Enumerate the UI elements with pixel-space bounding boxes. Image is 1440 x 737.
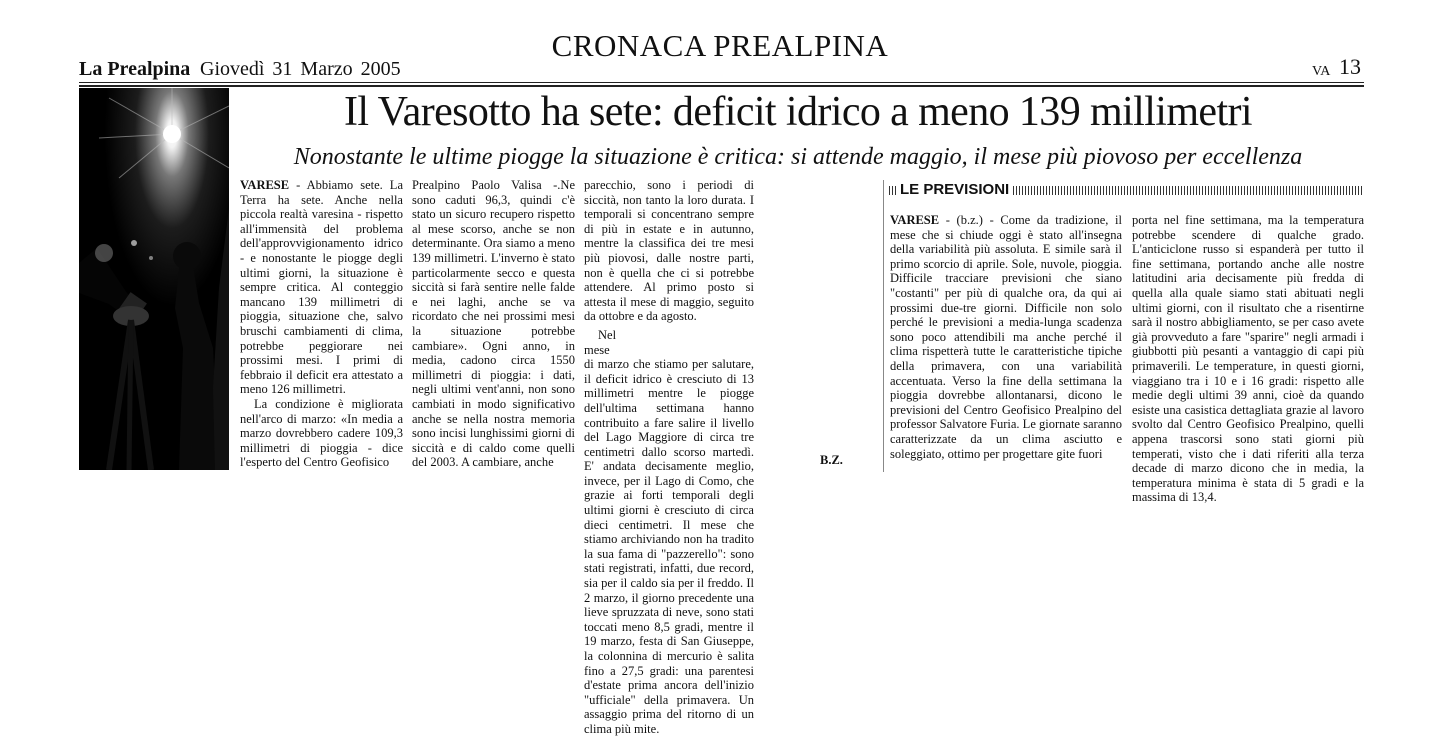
article-subheadline: Nonostante le ultime piogge la situazione è critica: si attende maggio, il mese più piovoso per eccellenza [293, 144, 1303, 170]
telescope-silhouette-photo-icon [79, 88, 229, 470]
paragraph-text: mese [584, 342, 610, 357]
paragraph-continuation [412, 178, 575, 470]
hatch-decoration-right [1013, 186, 1363, 195]
previsioni-column-2 [1132, 213, 1364, 505]
article-paragraph-2 [240, 397, 403, 470]
paragraph-text: Prealpino Paolo Valisa -.Ne sono caduti 96,3, quindi c'è stato un sicuro recupero rispetto al mese scorso, anche se non determinante. Ora siamo a meno 139 millimetri. L'inverno è stato particolarmente secco e questa siccità si farà sentire nelle falde e nei laghi, anche se va ricordato che nei prossimi mesi la situazione potrebbe cambiare». Ogni anno, in media, cadono circa 1550 millimetri di pioggia: i dati, negli ultimi vent'anni, non sono cambiati in modo significativo anche se nella nostra memoria sono incisi lunghissimi giorni di siccità e di caldo come quelli del 2003. A cambiare, anche [412, 178, 575, 470]
masthead [0, 0, 1440, 90]
paragraph-text: Nel [598, 327, 617, 342]
article-kicker: VARESE [240, 178, 290, 192]
paragraph-continuation [584, 178, 754, 324]
previsioni-label: LE PREVISIONI [898, 181, 1013, 199]
previsioni-paragraph [890, 213, 1122, 461]
paragraph-text: di marzo che stiamo per salutare, il deficit idrico è cresciuto di 13 millimetri mentre le piogge dell'ultima settimana hanno contribuito a fare salire il livello del Lago Maggiore di circa tre centimetri dallo scorso martedì. E' andata decisamente meglio, invece, per il Lago di Como, che grazie ai forti temporali degli ultimi giorni è cresciuto di circa dieci centimetri. Il mese che stiamo archiviando non ha tradito la sua fama di "pazzerello": sono stati registrati, infatti, due record, sia per il caldo sia per il freddo. Il 2 marzo, il giorno precedente una lieve spruzzata di neve, sono stati toccati meno 8,5 gradi, mentre il 19 marzo, festa di San Giuseppe, la colonnina di mercurio è salita fino a 27,5 gradi: una parentesi d'estate prima ancora dell'inizio "ufficiale" della primavera. Un assaggio prima del ritorno di un clima più mite. [584, 357, 754, 736]
paragraph-text: porta nel fine settimana, ma la temperatura potrebbe scendere di qualche grado. L'anticiclone russo si espanderà per tutto il fine settimana, portando anche alle nostre latitudini aria decisamente più fredda di quella alla quale siamo stati abituati negli ultimi giorni, con il risultato che a risentirne sarà il nostro abbigliamento, se per caso avete già provveduto a fare "sparire" negli armadi i giubbotti più pesanti a vantaggio di capi più primaverili. Le temperature, in questi giorni, viaggiano tra i 10 e i 16 gradi: rispetto alle medie degli ultimi 39 anni, cioè da quando esiste una casistica dettagliata grazie al lavoro svolto dal Centro Geofisico Prealpino, quelli appena trascorsi sono stati giorni più temperati, visto che i dati riferiti alla terza decade di marzo dicono che in media, la temperatura minima è stata di 5 gradi e la massima di 13,4. [1132, 213, 1364, 505]
paragraph-continuation [584, 343, 754, 358]
page-number: 13 [1339, 54, 1361, 79]
article-headline: Il Varesotto ha sete: deficit idrico a meno 139 millimetri [343, 89, 1252, 135]
paragraph-text: - Abbiamo sete. La Terra ha sete. Anche nella piccola realtà varesina - rispetto all'immensità del problema dell'approvvigionamento idrico - e nonostante le piogge degli ultimi giorni, la situazione è sempre critica. Al conteggio mancano 139 millimetri di pioggia, situazione che, salvo bruschi cambiamenti di clima, potrebbe peggiorare nei prossimi mesi. I primi di febbraio il deficit era attestato a meno 126 millimetri. [240, 178, 403, 397]
page-code: VA [1312, 64, 1331, 79]
section-title: CRONACA PREALPINA [551, 28, 889, 63]
article-signature: B.Z. [820, 453, 843, 467]
telescope-photo [79, 88, 229, 470]
issue-date: Giovedì 31 Marzo 2005 [200, 58, 401, 80]
article-column-2 [412, 178, 575, 470]
paragraph-continuation [1132, 213, 1364, 505]
previsioni-kicker: VARESE [890, 213, 940, 227]
paragraph-text: parecchio, sono i periodi di siccità, non tanto la loro durata. I temporali si concentrano sempre di più in estate e in autunno, mentre la classifica dei tre mesi più piovosi, dalle nostre parti, non è quella che ci si potrebbe attendere. Al primo posto si attesta il mese di maggio, seguito da ottobre e da agosto. [584, 178, 754, 324]
article-column-1 [240, 178, 403, 470]
article-paragraph-3 [584, 328, 754, 343]
article-column-3 [584, 178, 754, 737]
hatch-decoration-left [889, 186, 896, 195]
previsioni-column-1 [890, 213, 1122, 461]
column-divider [883, 180, 884, 472]
previsioni-text: - (b.z.) - Come da tradizione, il mese che si chiude oggi è stato all'insegna della variabilità più assoluta. E simile sarà il primo scorcio di aprile. Sole, nuvole, pioggia. Difficile tracciare previsioni che siano "costanti" per più di qualche ora, da qui ai prossimi due-tre giorni. Difficile non solo perché le previsioni a media-lunga scadenza sono poco attendibili ma anche perché il clima rispetterà tutte le caratteristiche tipiche della primavera, con una variabilità accentuata. Verso la fine della settimana la pioggia dovrebbe allontanarsi, dicono le previsioni del Centro Geofisico Prealpino del professor Salvatore Furia. Le giornate saranno caratterizzate da un clima asciutto e soleggiato, ottimo per progettare gite fuori [890, 213, 1122, 461]
masthead-rule [79, 82, 1364, 83]
paragraph-text: La condizione è migliorata nell'arco di marzo: «In media a marzo dovrebbero cadere 109,3 millimetri di pioggia - dice l'esperto del Centro Geofisico [240, 396, 403, 470]
paper-name: La Prealpina [79, 58, 191, 80]
article-paragraph-1 [240, 178, 403, 397]
paragraph-continuation [584, 357, 754, 736]
